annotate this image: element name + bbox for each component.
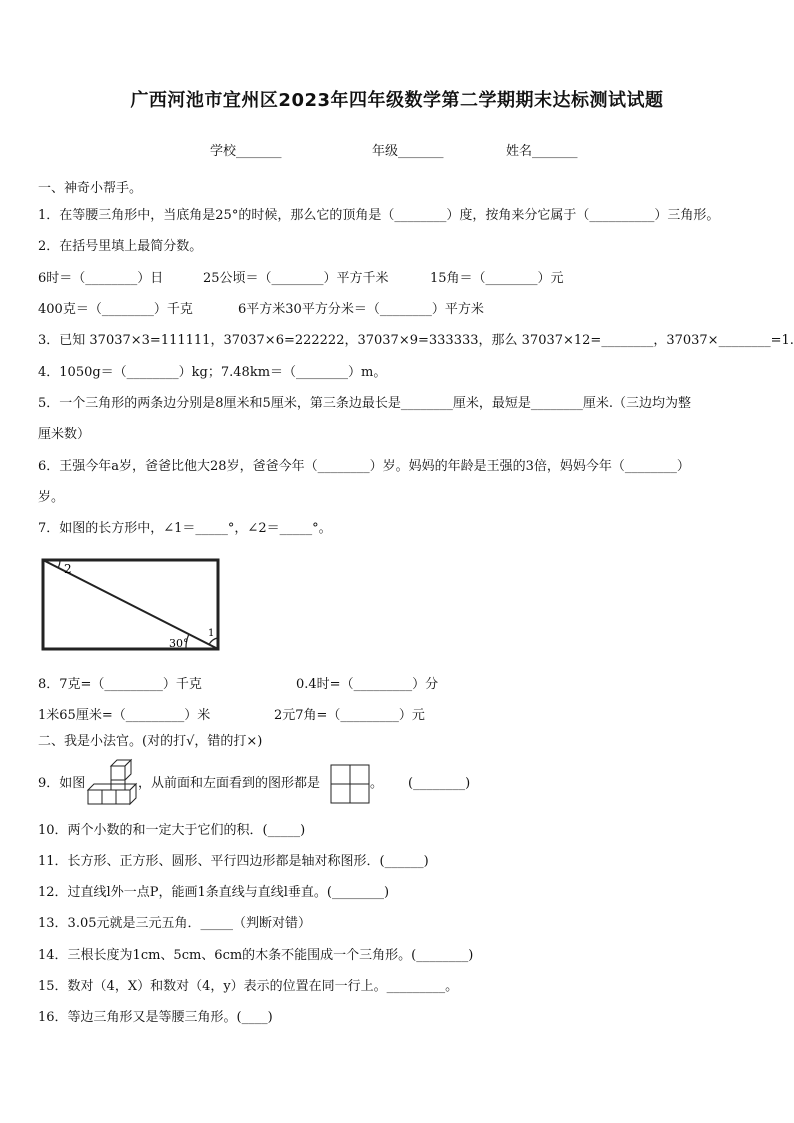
angle-30-label: 30° (169, 637, 189, 650)
question-4: 4．1050g＝（________）kg；7.48km＝（________）m。 (38, 365, 387, 380)
question-9-period: 。 (370, 776, 384, 791)
student-info-row (0, 140, 794, 160)
question-5-line2: 厘米数） (38, 427, 91, 442)
question-2-item: 6时＝（________）日 (38, 271, 164, 286)
question-7: 7．如图的长方形中，∠1＝_____°，∠2＝_____°。 (38, 521, 332, 536)
school-field[interactable]: 学校_______ (210, 144, 282, 159)
question-6-line1: 6．王强今年a岁，爸爸比他大28岁，爸爸今年（________）岁。妈妈的年龄是王强的3倍，妈妈今年（________） (38, 459, 690, 474)
question-16: 16．等边三角形又是等腰三角形。(____) (38, 1010, 273, 1025)
name-field[interactable]: 姓名_______ (506, 144, 578, 159)
two-by-two-squares-icon (330, 764, 370, 804)
question-8-item: 2元7角=（_________）元 (274, 708, 425, 723)
grade-field[interactable]: 年级_______ (372, 144, 444, 159)
question-9-answer: (________) (408, 776, 471, 791)
rectangle-diagonal-figure (38, 556, 224, 654)
question-14: 14．三根长度为1cm、5cm、6cm的木条不能围成一个三角形。(________) (38, 948, 474, 963)
question-8-item: 0.4时=（_________）分 (296, 677, 439, 692)
question-9-middle: ，从前面和左面看到的图形都是 (138, 776, 321, 791)
angle-2-label: 2 (64, 562, 72, 576)
question-11: 11．长方形、正方形、圆形、平行四边形都是轴对称图形．(______) (38, 854, 429, 869)
question-8-item: 8．7克=（_________）千克 (38, 677, 202, 692)
question-2-item: 6平方米30平方分米＝（________）平方米 (238, 302, 484, 317)
question-3: 3．已知 37037×3=111111，37037×6=222222，37037×9=333333，那么 37037×12=________，37037×________=1. (38, 333, 794, 348)
cube-stack-icon (86, 758, 138, 806)
question-13: 13．3.05元就是三元五角．_____（判断对错） (38, 916, 311, 931)
question-2: 2．在括号里填上最简分数。 (38, 239, 203, 254)
question-10: 10．两个小数的和一定大于它们的积．(_____) (38, 823, 306, 838)
angle-1-label: 1 (208, 628, 215, 639)
question-6-line2: 岁。 (38, 490, 65, 505)
question-8-item: 1米65厘米=（_________）米 (38, 708, 211, 723)
question-2-item: 15角＝（________）元 (430, 271, 564, 286)
question-2-item: 25公顷＝（________）平方千米 (203, 271, 389, 286)
question-9-prefix: 9．如图 (38, 776, 86, 791)
question-1: 1．在等腰三角形中，当底角是25°的时候，那么它的顶角是（________）度，按角来分它属于（__________）三角形。 (38, 208, 720, 223)
page-title: 广西河池市宜州区2023年四年级数学第二学期期末达标测试试题 (130, 90, 664, 111)
question-5-line1: 5．一个三角形的两条边分别是8厘米和5厘米，第三条边最长是________厘米，最短是________厘米.（三边均为整 (38, 396, 691, 411)
section1-heading: 一、神奇小帮手。 (38, 181, 143, 196)
question-2-item: 400克＝（________）千克 (38, 302, 193, 317)
question-15: 15．数对（4，X）和数对（4，y）表示的位置在同一行上。_________。 (38, 979, 459, 994)
question-12: 12．过直线l外一点P，能画1条直线与直线l垂直。(________) (38, 885, 390, 900)
section2-heading: 二、我是小法官。(对的打√，错的打×) (38, 734, 263, 749)
